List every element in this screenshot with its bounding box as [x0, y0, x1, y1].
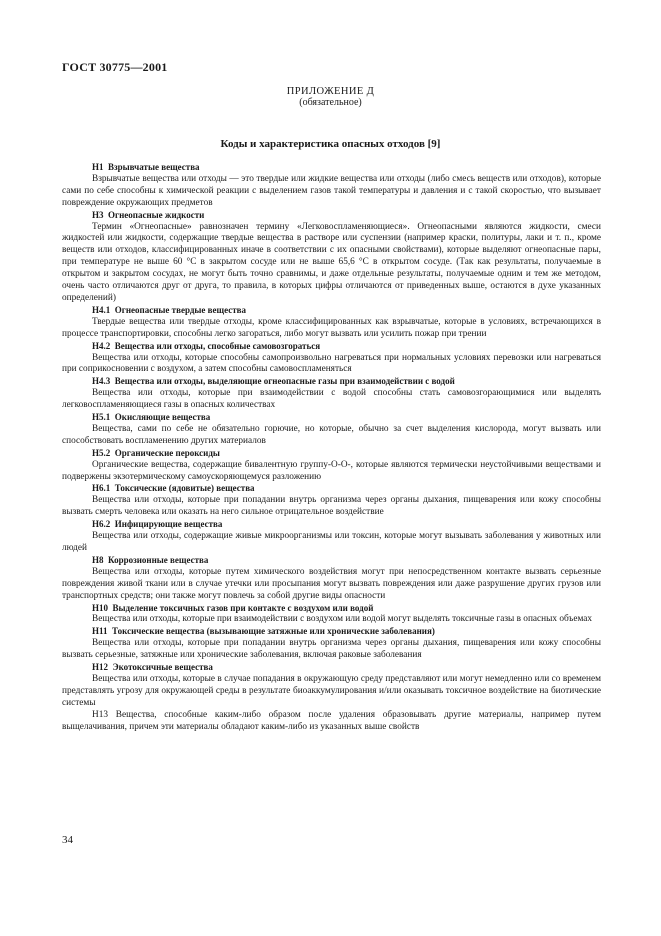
section-heading-text: Окисляющие вещества: [114, 412, 211, 423]
section-code: Н4.1: [92, 304, 111, 315]
section-h6-1: [62, 483, 601, 519]
section-heading: [62, 305, 601, 317]
section-heading: [62, 376, 601, 388]
section-code: Н8: [92, 554, 104, 565]
document-title: Коды и характеристика опасных отходов [9]: [220, 138, 441, 150]
section-heading-text: Токсические (ядовитые) вещества: [114, 483, 255, 494]
document-header: ГОСТ 30775—2001: [62, 60, 168, 74]
section-code: Н5.2: [92, 447, 111, 458]
section-h11: [62, 626, 601, 662]
section-text: Вещества или отходы, которые путем химического воздействия могут при непосредственном контакте вызвать серьезные повреждения живой ткани или в случае утечки или просыпания могут вызвать повреждения или даже разрушение других грузов или транспортных средств; они также могут повлечь за собой другие виды опасности: [62, 566, 601, 601]
content-body: [62, 162, 601, 734]
section-heading-text: Экотоксичные вещества: [112, 662, 213, 673]
section-text: Вещества или отходы, содержащие живые микроорганизмы или токсин, которые могут вызывать заболевания у животных или людей: [62, 531, 601, 553]
section-heading: [62, 603, 601, 615]
section-h12: [62, 662, 601, 710]
section-text: Вещества или отходы, которые при попадании внутрь организма через органы дыхания, пищеварения или кожу способны вызвать смерть человека или оказать на него сильное отрицательное воздействие: [62, 495, 601, 518]
section-text: Вещества или отходы, которые в случае попадания в окружающую среду представляют или могут немедленно или со временем представлять угрозу для окружающей среды в результате биоаккумулирования и/или оказывать токсичное воздействие на биотические системы: [62, 673, 601, 708]
section-heading: [62, 483, 601, 495]
section-heading-text: Взрывчатые вещества: [108, 162, 200, 172]
section-h4-1: [62, 305, 601, 341]
section-text: Вещества или отходы, которые при попадании внутрь организма через органы дыхания, пищеварения или кожу способны вызвать серьезные, затяжные или хронические заболевания, включая раковые заболевания: [62, 638, 601, 661]
section-code: Н5.1: [92, 412, 111, 423]
section-heading-text: Инфицирующие вещества: [114, 519, 223, 530]
section-heading-text: Выделение токсичных газов при контакте с воздухом или водой: [112, 602, 374, 613]
section-code: Н10: [92, 602, 109, 613]
section-text: Органические вещества, содержащие бивалентную группу-О-О-, которые являются термически неустойчивыми веществами и подвержены экзотермическому самоускоряющемуся разложению: [62, 459, 601, 482]
section-code: Н3: [92, 209, 104, 220]
section-h5-2: [62, 448, 601, 484]
section-heading: [62, 555, 601, 567]
section-heading: [62, 341, 601, 353]
section-text: Вещества или отходы, которые при взаимодействии с воздухом или водой могут выделять токсичные газы в опасных объемах: [92, 614, 593, 625]
section-text: Вещества или отходы, которые способны самопроизвольно нагреваться при нормальных условиях перевозки или нагреваться при соприкосновении с воздухом, а затем способны самовоспламеняться: [62, 352, 601, 375]
section-text: Вещества или отходы, которые при взаимодействии с водой способны стать самовозгорающимися или выделять легковоспламеняющиеся газы в опасных количествах: [62, 388, 601, 411]
section-heading-text: Органические пероксиды: [114, 447, 220, 458]
section-h8: [62, 555, 601, 603]
section-code: Н11: [92, 626, 108, 637]
section-heading-text: Огнеопасные жидкости: [108, 209, 205, 220]
section-h4-3: [62, 376, 601, 412]
section-code: Н12: [92, 662, 109, 673]
section-text: Вещества, сами по себе не обязательно горючие, но которые, обычно за счет выделения кислорода, могут вызвать или способствовать воспламенению других материалов: [62, 423, 601, 446]
section-h5-1: [62, 412, 601, 448]
section-h4-2: [62, 341, 601, 377]
section-code: Н1: [92, 162, 104, 172]
appendix-block: [0, 86, 661, 108]
section-h3: [62, 210, 601, 305]
section-heading: [62, 626, 601, 638]
section-heading-text: Коррозионные вещества: [108, 554, 209, 565]
section-code: Н4.3: [92, 376, 111, 387]
section-heading-text: Вещества или отходы, выделяющие огнеопасные газы при взаимодействии с водой: [114, 376, 455, 387]
section-heading: [62, 448, 601, 460]
section-heading: [62, 210, 601, 222]
section-heading-text: Токсические вещества (вызывающие затяжные или хронические заболевания): [112, 626, 435, 637]
section-heading-text: Огнеопасные твердые вещества: [114, 304, 246, 315]
section-heading: [62, 162, 601, 174]
final-paragraph-h13: Н13 Вещества, способные каким-либо образом после удаления образовывать другие материалы, например путем выщелачивания, причем эти материалы обладают каким-либо из указанных выше свойств: [62, 709, 601, 732]
section-heading-text: Вещества или отходы, способные самовозгораться: [114, 340, 321, 351]
section-code: Н6.1: [92, 483, 111, 494]
appendix-note: (обязательное): [299, 97, 362, 108]
section-h1: [62, 162, 601, 210]
section-code: Н6.2: [92, 519, 111, 530]
section-h6-2: [62, 519, 601, 555]
page-number: 34: [62, 834, 73, 846]
section-text: Твердые вещества или твердые отходы, кроме классифицированных как взрывчатые, которые в условиях, встречающихся в процессе транспортировки, способны легко загораться, либо могут вызвать или усилить пожар при трении: [62, 316, 601, 339]
section-heading: [62, 412, 601, 424]
section-text: Термин «Огнеопасные» равнозначен термину «Легковоспламеняющиеся». Огнеопасными являются жидкости, смеси жидкостей или жидкости, содержащие твердые вещества в растворе или суспензии (например краски, политуры, лаки и т. п., кроме веществ или отходов, классифицированных иначе в соответствии с их опасными свойствами), которые выделяют огнеопасные пары, при температуре не выше 60 °С в закрытом сосуде или не выше 65,6 °С в открытом сосуде. (Так как результаты, получаемые в открытом и закрытом сосудах, не могут быть точно сравнимы, и даже отдельные результаты, получаемые одним и тем же методом, очень часто отличаются друг от друга, то правила, в которых цифры отличаются от приведенных выше, остаются в духе указанных определений): [62, 221, 601, 303]
section-heading: [62, 519, 601, 531]
section-h10: [62, 603, 601, 627]
appendix-title: ПРИЛОЖЕНИЕ Д: [286, 86, 375, 97]
section-code: Н4.2: [92, 340, 111, 351]
section-heading: [62, 662, 601, 674]
section-text: Взрывчатые вещества или отходы — это твердые или жидкие вещества или отходы (либо смесь веществ или отходов), которые сами по себе способны к химической реакции с выделением газов такой температуры и давления и с такой скоростью, что вызывает повреждение окружающих предметов: [62, 173, 601, 208]
